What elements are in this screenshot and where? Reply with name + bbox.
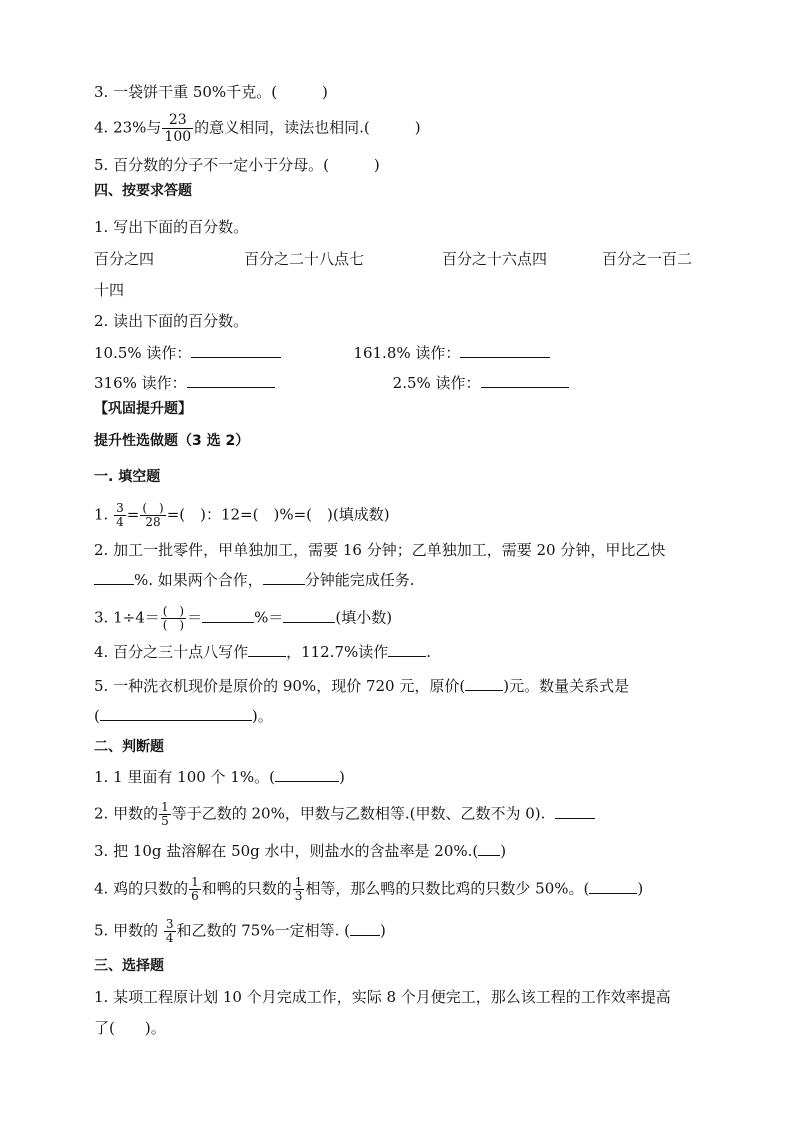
q1-item: 百分之一百二 <box>602 250 693 268</box>
sec4-q1-wrap: 十四 <box>94 281 125 299</box>
judge-q2 <box>94 801 595 828</box>
fraction-denominator: 28 <box>145 515 161 529</box>
fraction-denominator: 3 <box>294 889 303 903</box>
choice-q1-line2: 了( )。 <box>94 1019 166 1037</box>
fill-q1: 1. $\frac{3}{4}$ = $\frac{( )}{28}$ =( )：12=( )%=( )(填成数) <box>94 501 390 529</box>
fraction-numerator: ( ) <box>142 501 164 515</box>
fraction-numerator: ( ) <box>162 604 185 618</box>
fraction-denominator: ( ) <box>162 618 185 632</box>
q-text: =( )：12=( )%=( )(填成数) <box>166 505 390 524</box>
fraction-numerator: 1 <box>161 800 169 814</box>
fraction <box>189 876 201 903</box>
answer-blank[interactable] <box>460 343 550 358</box>
fraction <box>293 876 305 903</box>
answer-blank[interactable] <box>481 373 569 388</box>
q-text: . <box>426 643 432 661</box>
q-text: %＝ <box>254 608 284 627</box>
answer-blank[interactable] <box>350 921 380 936</box>
fill-q4 <box>94 642 431 662</box>
judge-tail-q5: 5. 百分数的分子不一定小于分母。( ) <box>94 156 380 174</box>
q2-item: 2.5% 读作： <box>392 374 481 392</box>
fraction-numerator: 3 <box>116 501 124 515</box>
optional-subtitle: 提升性选做题（3 选 2） <box>94 433 250 449</box>
q-text: 1. 1 里面有 100 个 1%。( <box>94 768 275 786</box>
answer-blank[interactable] <box>202 608 254 623</box>
section-title-4: 四、按要求答题 <box>94 183 192 199</box>
q-text: )。 <box>251 707 273 725</box>
q2-item: 10.5% 读作： <box>94 344 192 362</box>
q-text: 分钟能完成任务. <box>304 571 415 589</box>
answer-blank[interactable] <box>555 804 595 819</box>
judge-q1 <box>94 767 345 787</box>
fill-q5-line1 <box>94 676 629 696</box>
q2-item: 316% 读作： <box>94 374 187 392</box>
fill-q3: 3. 1÷4＝ $\frac{( )}{( )}$ ＝ %＝ (填小数) <box>94 604 393 632</box>
answer-blank[interactable] <box>465 676 503 691</box>
answer-blank[interactable] <box>589 879 637 894</box>
q-text: 4. 鸡的只数的 <box>94 879 189 898</box>
answer-blank[interactable] <box>388 642 426 657</box>
choice-q1-line1: 1. 某项工程原计划 10 个月完成工作，实际 8 个月便完工，那么该工程的工作效率提高 <box>94 988 671 1006</box>
q4-text-pre: 4. 23%与 <box>94 118 162 137</box>
judge-q3 <box>94 841 506 861</box>
fraction <box>164 918 176 945</box>
answer-blank[interactable] <box>100 706 252 721</box>
fraction-denominator: 4 <box>116 515 124 529</box>
answer-blank[interactable] <box>263 570 305 585</box>
q-text: ) <box>637 879 644 898</box>
sec4-q2-row1 <box>94 343 550 363</box>
q-text: 5. 一种洗衣机现价是原价的 90%，现价 720 元，原价( <box>94 677 466 695</box>
answer-blank[interactable] <box>187 373 275 388</box>
answer-blank[interactable] <box>94 570 134 585</box>
q-text: 和鸭的只数的 <box>201 879 292 898</box>
q-text: ) <box>500 842 507 860</box>
fraction-denominator: 6 <box>191 889 199 903</box>
section-title-fill: 一. 填空题 <box>94 469 161 485</box>
fraction-numerator: 1 <box>294 875 303 889</box>
fraction <box>162 112 193 145</box>
consolidate-heading: 【巩固提升题】 <box>94 401 192 417</box>
q-text: 5. 甲数的 <box>94 921 163 940</box>
sec4-q1-items <box>94 249 692 269</box>
q-text: )元。数量关系式是 <box>503 677 630 695</box>
q-text: 4. 百分之三十点八写作 <box>94 643 249 661</box>
fill-q2-line2 <box>94 570 415 590</box>
sec4-q1: 1. 写出下面的百分数。 <box>94 218 249 236</box>
answer-blank[interactable] <box>283 608 335 623</box>
q-text: 3. 把 10g 盐溶解在 50g 水中，则盐水的含盐率是 20%.( <box>94 842 479 860</box>
q-text: 和乙数的 75%一定相等. ( <box>176 921 350 940</box>
q4-text-post: 的意义相同，读法也相同.( ) <box>194 118 421 137</box>
fraction-numerator: 3 <box>165 917 174 931</box>
q-text: 等于乙数的 20%，甲数与乙数相等.(甲数、乙数不为 0). <box>171 804 546 823</box>
judge-q5 <box>94 918 386 945</box>
answer-blank[interactable] <box>478 841 500 856</box>
q1-item: 百分之四 <box>94 250 155 268</box>
fraction <box>140 502 165 529</box>
fraction-denominator: 4 <box>165 931 174 945</box>
judge-q4 <box>94 876 643 903</box>
fraction-numerator: 1 <box>191 875 199 889</box>
q-text: ( <box>94 707 100 725</box>
answer-blank[interactable] <box>275 767 339 782</box>
sec4-q2: 2. 读出下面的百分数。 <box>94 312 249 330</box>
q-text: ) <box>380 921 386 940</box>
q-text: 相等，那么鸭的只数比鸡的只数少 50%。( <box>305 879 590 898</box>
q-text: 3. 1÷4＝ <box>94 608 160 627</box>
judge-tail-q3: 3. 一袋饼干重 50%千克。( ) <box>94 83 328 101</box>
q2-item: 161.8% 读作： <box>353 344 461 362</box>
q-text: %. 如果两个合作， <box>134 571 263 589</box>
q-text: 2. 甲数的 <box>94 804 159 823</box>
sec4-q2-row2 <box>94 373 569 393</box>
fraction <box>161 605 186 632</box>
fraction <box>159 801 171 828</box>
q1-item: 百分之十六点四 <box>442 250 548 268</box>
fill-q2-line1: 2. 加工一批零件，甲单独加工，需要 16 分钟；乙单独加工，需要 20 分钟，甲比乙快 <box>94 541 666 559</box>
fraction-numerator: 23 <box>162 112 193 129</box>
fraction-denominator: 5 <box>161 814 169 828</box>
section-title-choice: 三、选择题 <box>94 958 164 974</box>
q-text: ) <box>338 768 345 786</box>
answer-blank[interactable] <box>248 642 286 657</box>
q-text: ，112.7%读作 <box>286 643 389 661</box>
fill-q5-line2 <box>94 706 273 726</box>
fraction <box>114 502 126 529</box>
judge-tail-q4 <box>94 112 421 145</box>
answer-blank[interactable] <box>191 343 281 358</box>
q1-item: 百分之二十八点七 <box>244 250 365 268</box>
q-text: (填小数) <box>335 608 393 627</box>
fraction-denominator: 100 <box>164 129 192 145</box>
section-title-judge: 二、判断题 <box>94 739 164 755</box>
q-number: 1. <box>94 505 114 524</box>
